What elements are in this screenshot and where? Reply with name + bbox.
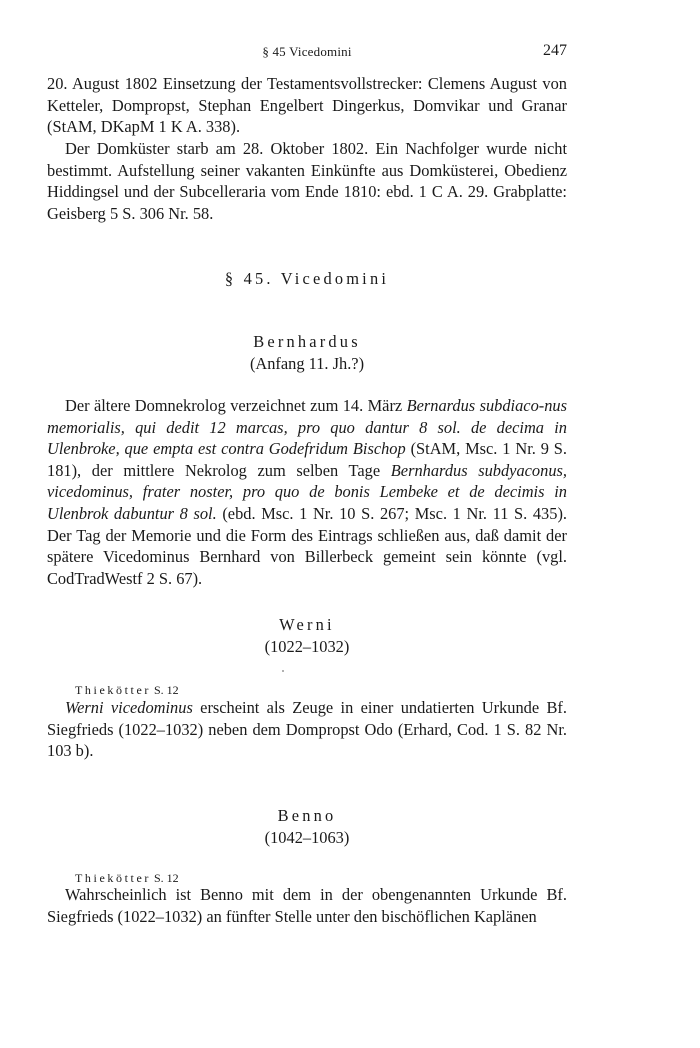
italic-quote: Werni vicedominus [65, 698, 193, 717]
section-heading: § 45. Vicedomini [224, 269, 390, 288]
text-run: Der ältere Domnekrolog verzeichnet zum 14. März [65, 396, 407, 415]
entry-name-werni: Werni [279, 615, 335, 634]
text-run: (StAM, Msc. 1 Nr. 9 S. 181), der mittlere Nekrolog zum selben Tage [47, 439, 568, 480]
reference-page: S. 12 [153, 871, 179, 885]
reference-werni [75, 683, 179, 698]
reference-name: Thiekötter [75, 871, 151, 885]
text-run: erscheint als Zeuge in einer undatierten Urkunde Bf. Siegfrieds (1022–1032) neben dem Dompropst Odo (Erhard, Cod. 1 S. 82 Nr. 103 b). [47, 698, 567, 761]
paragraph-werni [47, 697, 567, 762]
paragraph-text [47, 395, 567, 589]
stray-mark [282, 670, 284, 672]
entry-name-bernhardus: Bernhardus [253, 332, 361, 351]
text-run: (ebd. Msc. 1 Nr. 10 S. 267; Msc. 1 Nr. 11 S. 435). Der Tag der Memorie und die Form des Eintrags schließen aus, daß damit der spätere Vicedominus Bernhard von Billerbeck gemeint sein könnte (vgl. CodTradWestf 2 S. 67). [47, 503, 568, 588]
paragraph-text: 20. August 1802 Einsetzung der Testamentsvollstrecker: Clemens August von Ketteler, Dompropst, Stephan Engelbert Dingerkus, Domvikar und Granar (StAM, DKapM 1 K A. 338). [47, 74, 567, 137]
paragraph-text: Der Domküster starb am 28. Oktober 1802. Ein Nachfolger wurde nicht bestimmt. Aufstellung seiner vakanten Einkünfte aus Domküsterei, Obedienz Hiddingsel und der Subcelleraria vom Ende 1810: ebd. 1 C A. 29. Grabplatte: Geisberg 5 S. 306 Nr. 58. [47, 139, 567, 223]
entry-dates-bernhardus: (Anfang 11. Jh.?) [249, 354, 365, 373]
paragraph-text: Wahrscheinlich ist Benno mit dem in der obengenannten Urkunde Bf. Siegfrieds (1022–1032) an fünfter Stelle unter den bischöflichen Kaplänen [47, 885, 567, 926]
paragraph-domkuester [47, 138, 567, 224]
reference-name: Thiekötter [75, 683, 151, 697]
entry-dates-werni: (1022–1032) [264, 637, 350, 656]
running-head [47, 44, 567, 64]
italic-quote: Bernhardus subdyaconus, vicedominus, frater noster, pro quo de bonis Lembeke et de decimis in Ulenbrok dabuntur 8 sol. [47, 460, 567, 523]
paragraph-benno [47, 884, 567, 927]
page-number: 247 [543, 42, 567, 59]
paragraph-text [47, 697, 567, 762]
paragraph-bernhardus [47, 395, 567, 589]
italic-quote: Bernardus subdiaco-nus memorialis, qui dedit 12 marcas, pro quo dantur 8 sol. de decima in Ulenbroke, que empta est contra Godefridum Bischop [47, 396, 567, 459]
paragraph-testament [47, 73, 567, 138]
running-head-title: § 45 Vicedomini [262, 44, 352, 59]
entry-name-benno: Benno [277, 806, 337, 825]
entry-dates-benno: (1042–1063) [264, 828, 350, 847]
reference-page: S. 12 [153, 683, 179, 697]
